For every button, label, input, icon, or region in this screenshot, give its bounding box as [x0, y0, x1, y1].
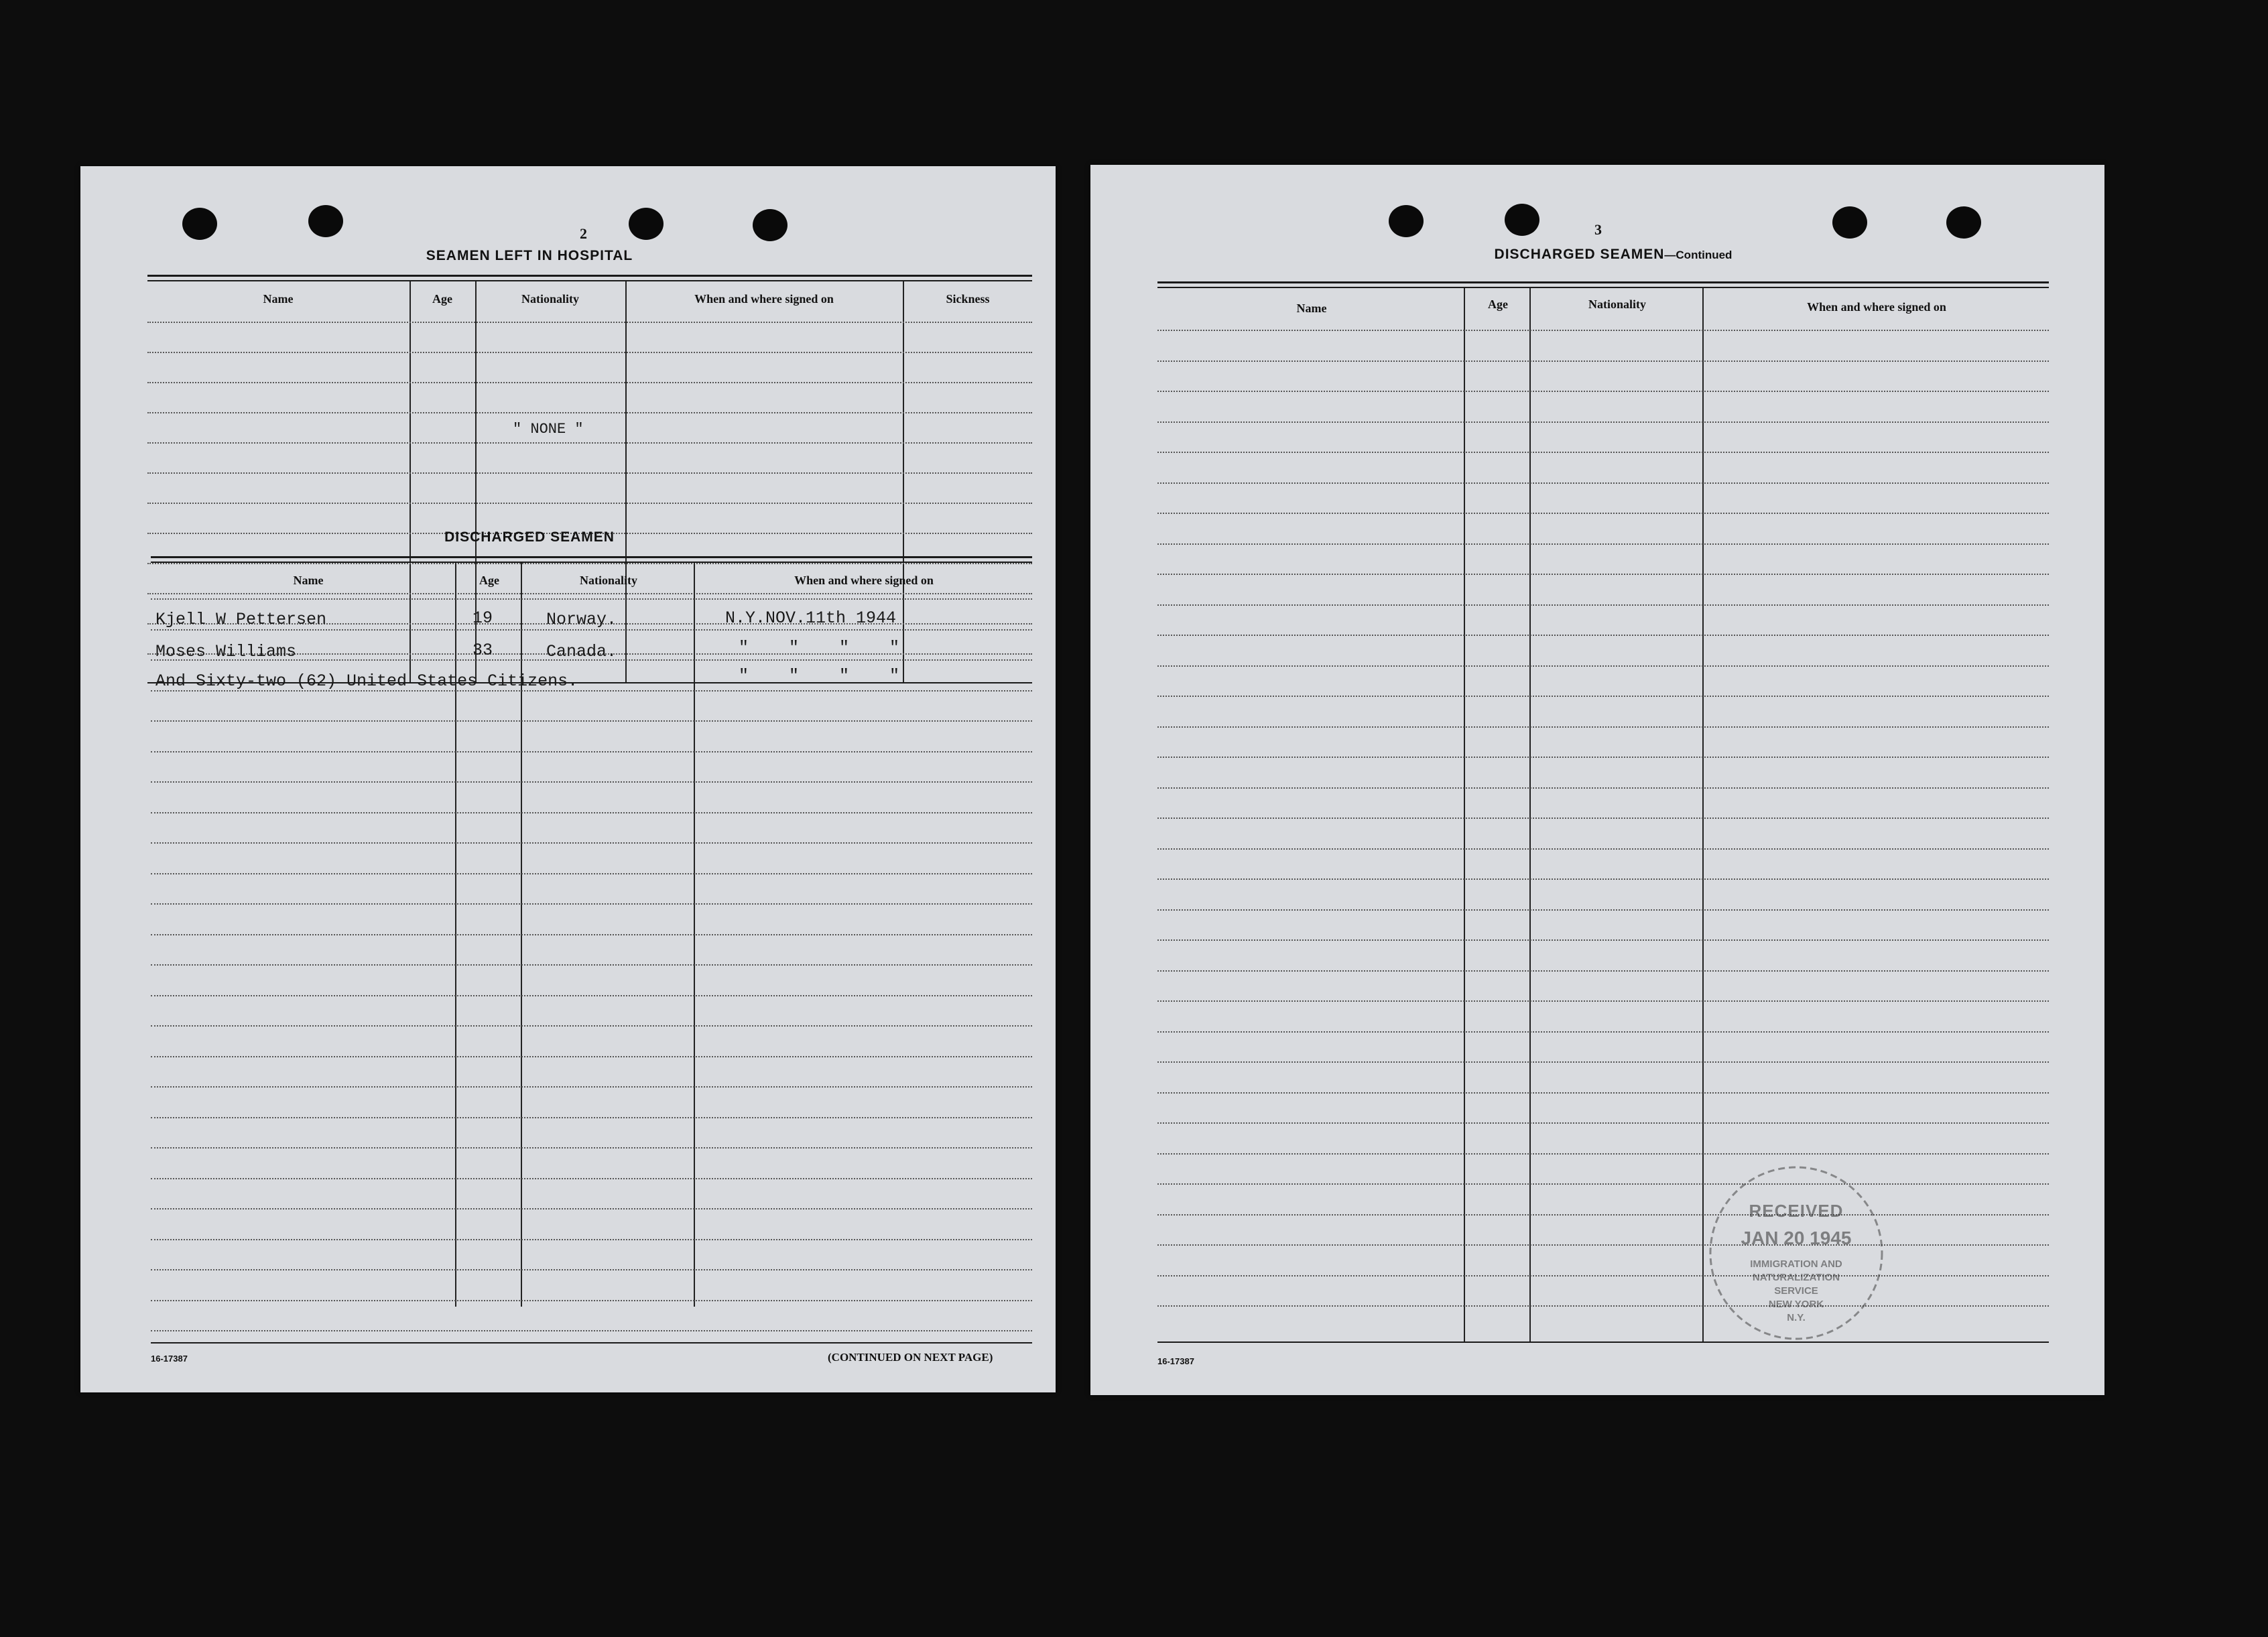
- ruled-line: [151, 903, 1032, 905]
- ruled-line: [147, 382, 1032, 383]
- ruled-line: [151, 1300, 1032, 1301]
- ruled-line: [1157, 848, 2049, 850]
- seaman-name: And Sixty-two (62) United States Citizens.: [155, 671, 578, 691]
- stamp-line: SERVICE: [1774, 1285, 1818, 1297]
- continued-note: (CONTINUED ON NEXT PAGE): [828, 1351, 993, 1364]
- stamp-line: IMMIGRATION AND: [1750, 1258, 1842, 1270]
- column-header-nationality: Nationality: [1588, 298, 1646, 311]
- stamp-ring: [1702, 1153, 1890, 1354]
- ruled-line: [1157, 909, 2049, 911]
- table-rule: [151, 1342, 1032, 1344]
- ruled-line: [1157, 878, 2049, 880]
- table-rule: [1157, 287, 2049, 288]
- punch-hole: [1832, 206, 1867, 239]
- seaman-age: 19: [472, 608, 493, 628]
- ruled-line: [1157, 1153, 2049, 1155]
- stamp-date: JAN 20 1945: [1741, 1228, 1852, 1248]
- column-header-name: Name: [263, 292, 294, 306]
- seaman-age: 33: [472, 641, 493, 660]
- punch-hole: [1946, 206, 1981, 239]
- punch-hole: [753, 209, 788, 241]
- ruled-line: [1157, 1305, 2049, 1307]
- ruled-line: [151, 1239, 1032, 1240]
- form-number: 16-17387: [151, 1354, 188, 1364]
- ruled-line: [151, 995, 1032, 996]
- ruled-line: [1157, 696, 2049, 697]
- ruled-line: [151, 842, 1032, 844]
- ruled-line: [1157, 1061, 2049, 1063]
- ruled-line: [151, 873, 1032, 874]
- column-header-age: Age: [479, 574, 499, 587]
- ruled-line: [147, 503, 1032, 504]
- column-header-signed-on: When and where signed on: [1807, 300, 1946, 314]
- ruled-line: [1157, 1031, 2049, 1033]
- seaman-name: Moses Williams: [155, 642, 297, 661]
- ruled-line: [1157, 1214, 2049, 1216]
- ruled-line: [1157, 1092, 2049, 1094]
- ruled-line: [1157, 1244, 2049, 1246]
- ruled-line: [151, 1269, 1032, 1270]
- table-rule: [151, 562, 1032, 563]
- seaman-nationality: Norway.: [546, 610, 617, 629]
- table-rule: [1157, 281, 2049, 283]
- column-header-nationality: Nationality: [579, 574, 637, 587]
- stamp-line: NEW YORK: [1768, 1299, 1824, 1310]
- column-header-signed-on: When and where signed on: [794, 574, 934, 587]
- column-header-age: Age: [432, 292, 452, 306]
- ruled-line: [151, 1117, 1032, 1118]
- left-page: [80, 166, 1056, 1392]
- ruled-line: [1157, 787, 2049, 789]
- ruled-line: [147, 352, 1032, 353]
- ruled-line: [1157, 939, 2049, 941]
- ruled-line: [151, 751, 1032, 752]
- ruled-line: [1157, 391, 2049, 392]
- seaman-signed-on: " " " ": [739, 638, 900, 657]
- table-rule: [147, 280, 1032, 281]
- ruled-line: [147, 442, 1032, 444]
- ruled-line: [1157, 452, 2049, 453]
- ruled-line: [151, 781, 1032, 783]
- stamp-line: N.Y.: [1787, 1312, 1806, 1323]
- column-header-nationality: Nationality: [521, 292, 579, 306]
- ruled-line: [1157, 1000, 2049, 1002]
- seaman-signed-on: " " " ": [739, 666, 900, 685]
- hospital-section-title: SEAMEN LEFT IN HOSPITAL: [426, 248, 633, 263]
- ruled-line: [147, 472, 1032, 474]
- ruled-line: [151, 598, 1032, 600]
- table-rule: [151, 556, 1032, 558]
- page-number: 2: [580, 225, 587, 242]
- discharged-section-title: DISCHARGED SEAMEN: [444, 529, 615, 545]
- ruled-line: [1157, 635, 2049, 636]
- ruled-line: [1157, 817, 2049, 819]
- ruled-line: [1157, 604, 2049, 606]
- column-header-signed-on: When and where signed on: [694, 292, 834, 306]
- seaman-name: Kjell W Pettersen: [155, 610, 327, 629]
- ruled-line: [147, 563, 1032, 564]
- punch-hole: [308, 205, 343, 237]
- received-stamp: [1702, 1153, 1890, 1354]
- stamp-received: RECEIVED: [1749, 1201, 1844, 1221]
- table-rule: [147, 275, 1032, 277]
- ruled-line: [1157, 543, 2049, 545]
- ruled-line: [1157, 1122, 2049, 1124]
- column-header-name: Name: [1296, 302, 1327, 315]
- ruled-line: [1157, 1275, 2049, 1276]
- ruled-line: [151, 1208, 1032, 1209]
- hospital-entry: " NONE ": [513, 421, 584, 438]
- stamp-line: NATURALIZATION: [1752, 1272, 1840, 1283]
- column-header-age: Age: [1488, 298, 1508, 311]
- title-suffix: —Continued: [1664, 249, 1732, 261]
- ruled-line: [151, 720, 1032, 722]
- column-header-name: Name: [293, 574, 324, 587]
- punch-hole: [629, 208, 664, 240]
- ruled-line: [151, 964, 1032, 966]
- ruled-line: [147, 593, 1032, 594]
- ruled-line: [151, 1086, 1032, 1088]
- ruled-line: [151, 1147, 1032, 1149]
- ruled-line: [1157, 665, 2049, 667]
- column-divider: [410, 281, 411, 682]
- page-number: 3: [1594, 221, 1602, 238]
- seaman-nationality: Canada.: [546, 642, 617, 661]
- right-page: [1090, 165, 2104, 1395]
- ruled-line: [147, 412, 1032, 413]
- ruled-line: [1157, 361, 2049, 362]
- table-rule: [1157, 1341, 2049, 1343]
- ruled-line: [1157, 726, 2049, 728]
- ruled-line: [1157, 513, 2049, 514]
- punch-hole: [1505, 204, 1539, 236]
- ruled-line: [1157, 574, 2049, 575]
- ruled-line: [1157, 482, 2049, 484]
- ruled-line: [151, 934, 1032, 935]
- punch-hole: [182, 208, 217, 240]
- ruled-line: [1157, 1183, 2049, 1185]
- discharged-continued-title: [1426, 247, 1801, 263]
- seaman-signed-on: N.Y.NOV.11th 1944: [725, 608, 897, 628]
- ruled-line: [1157, 421, 2049, 423]
- ruled-line: [1157, 970, 2049, 972]
- column-divider: [903, 281, 904, 682]
- column-header-sickness: Sickness: [946, 292, 990, 306]
- column-divider: [625, 281, 627, 682]
- ruled-line: [151, 1178, 1032, 1179]
- ruled-line: [147, 322, 1032, 323]
- ruled-line: [151, 1330, 1032, 1331]
- ruled-line: [151, 812, 1032, 813]
- ruled-line: [1157, 330, 2049, 331]
- ruled-line: [151, 1025, 1032, 1027]
- ruled-line: [1157, 757, 2049, 758]
- punch-hole: [1389, 205, 1424, 237]
- ruled-line: [151, 1056, 1032, 1057]
- form-number: 16-17387: [1157, 1356, 1194, 1366]
- title-text: DISCHARGED SEAMEN: [1494, 247, 1665, 262]
